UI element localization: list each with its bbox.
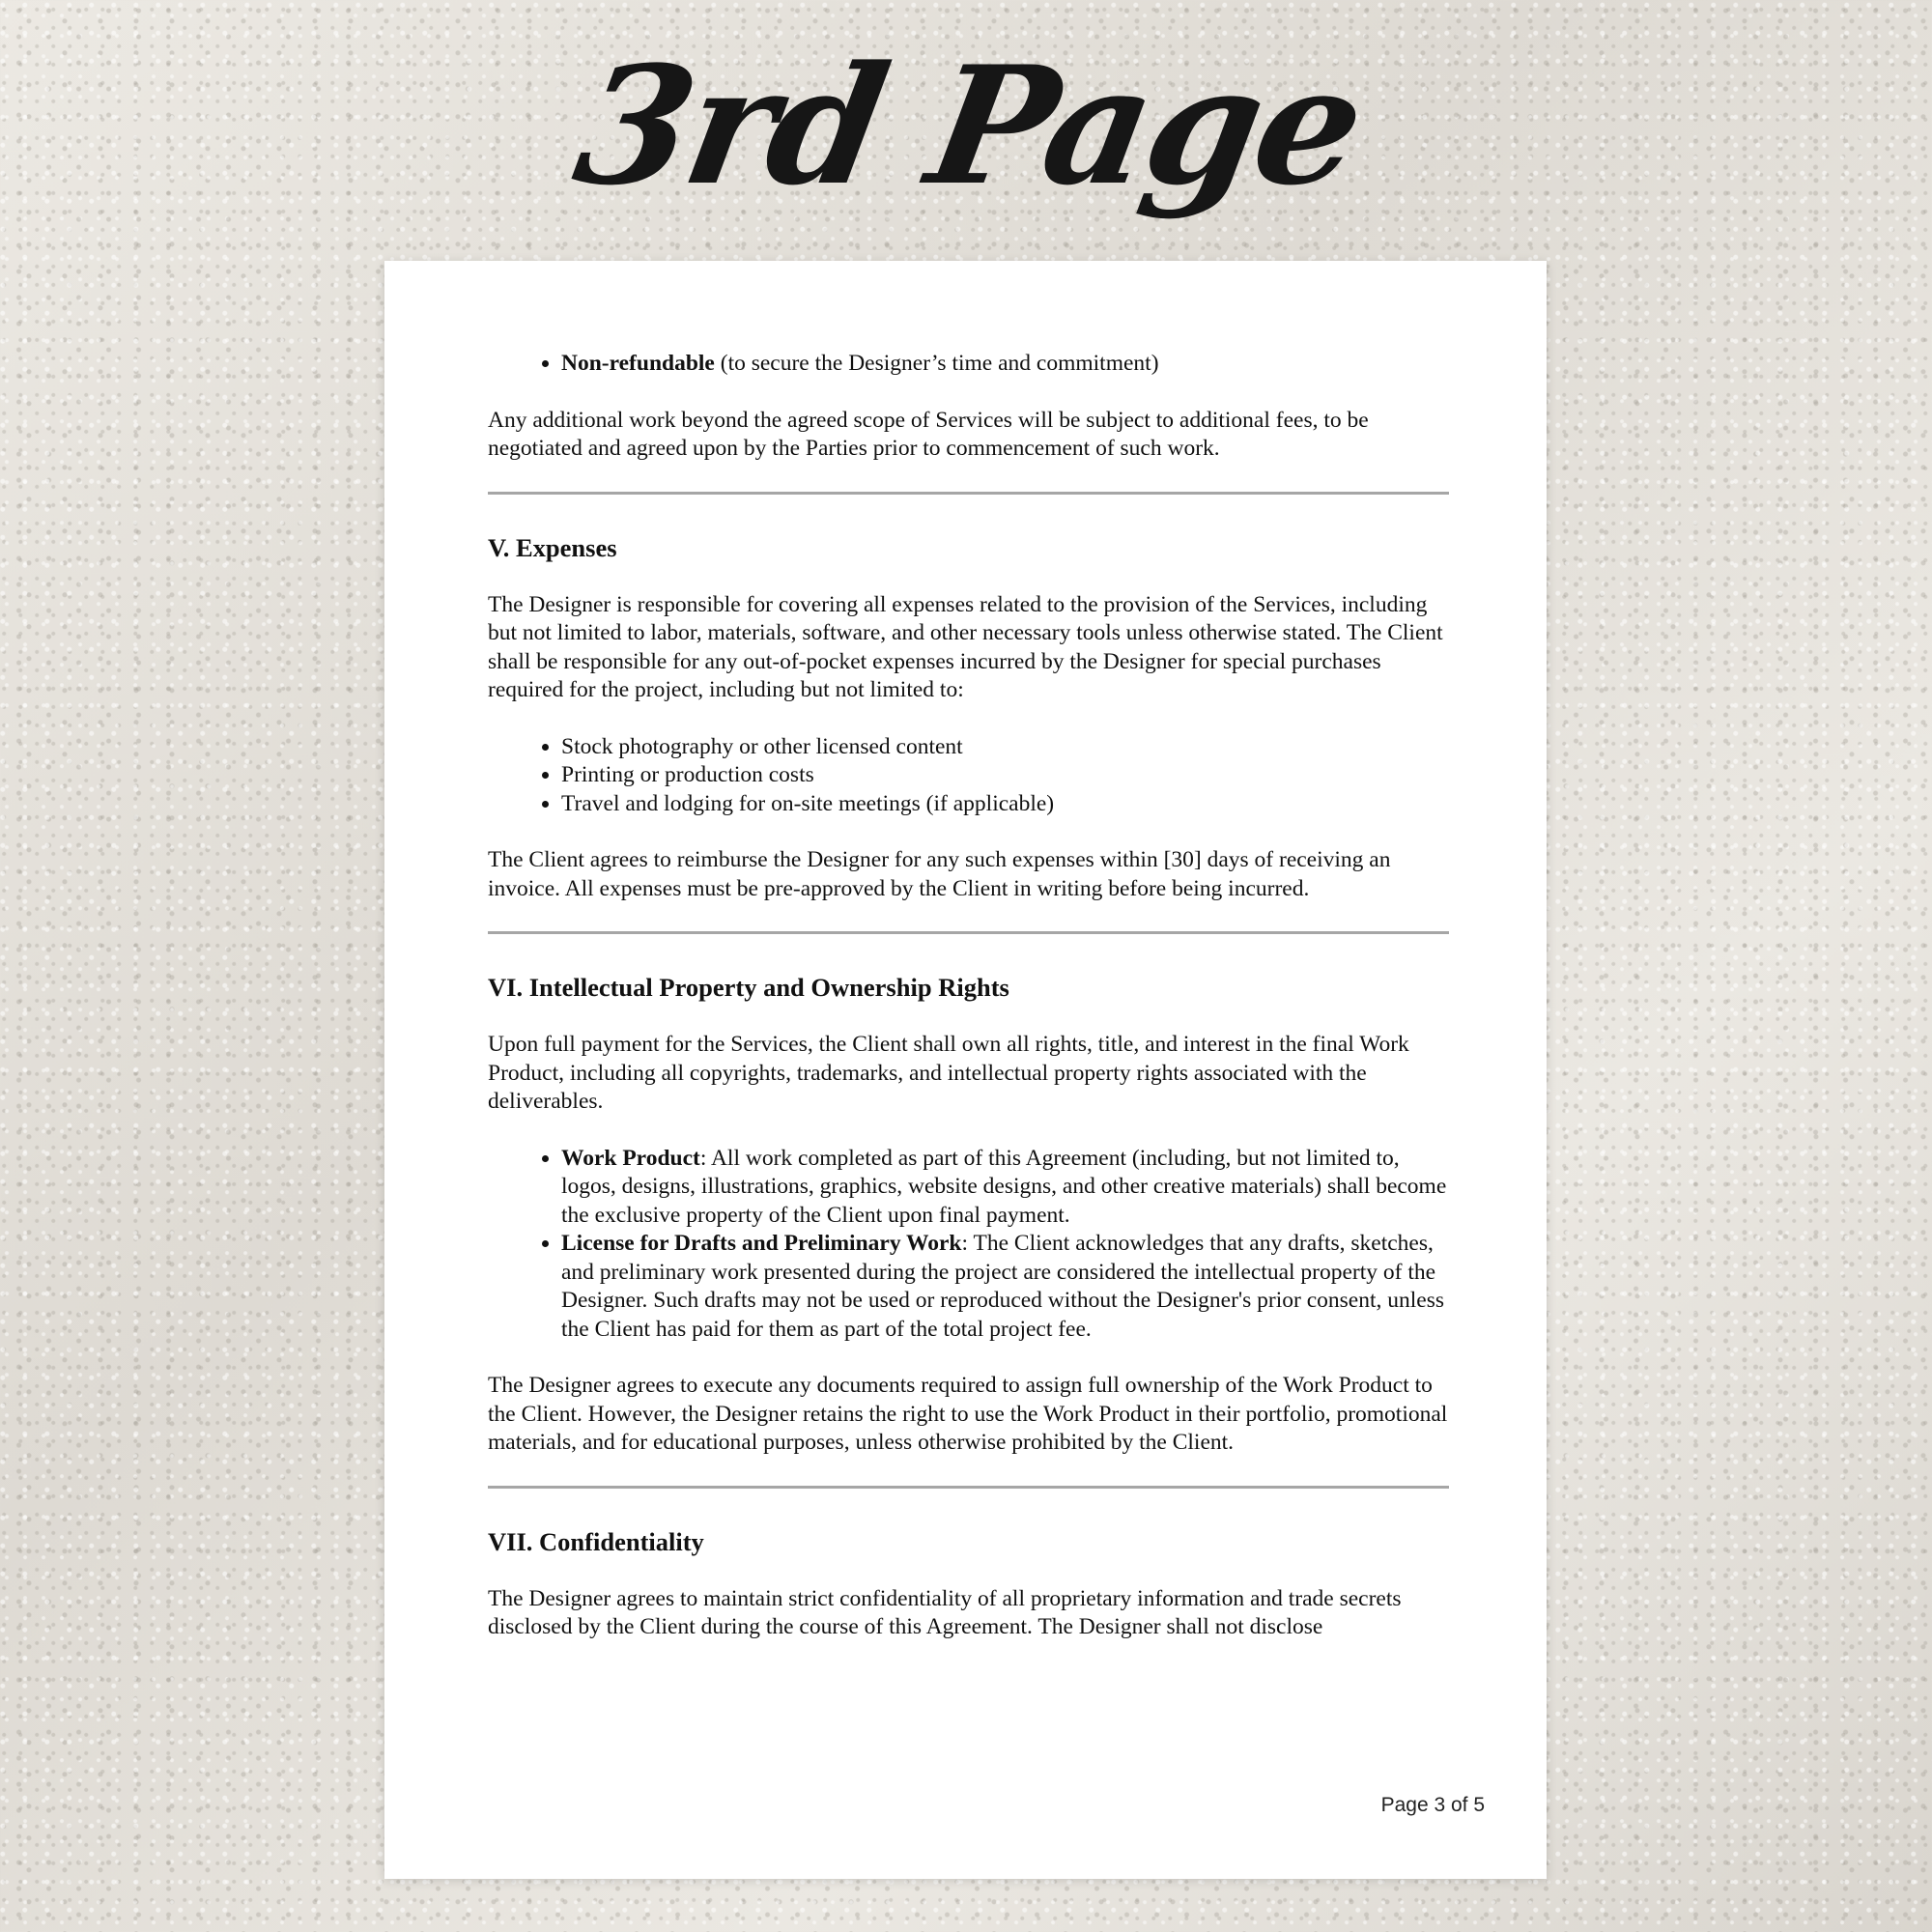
section-heading-expenses: V. Expenses xyxy=(488,532,617,562)
section-heading-ip: VI. Intellectual Property and Ownership Rights xyxy=(488,973,1009,1002)
section-divider xyxy=(488,1486,1449,1489)
ip-bullet-list xyxy=(488,1145,1449,1345)
paragraph-ip-1: Upon full payment for the Services, the Client shall own all rights, title, and interest in the final Work Product, including all copyrights, trademarks, and intellectual property rights associated with the deliverables. xyxy=(488,1032,1409,1114)
bullet-lead: Work Product xyxy=(561,1145,700,1171)
list-item xyxy=(561,350,1449,379)
bullet-text: (to secure the Designer’s time and commitment) xyxy=(714,351,1159,376)
intro-bullet-list xyxy=(488,350,1449,379)
bullet-text: : The Client acknowledges that any drafts, sketches, and preliminary work presented during the project are considered the intellectual property of the Designer. Such drafts may not be used or reproduced without the Designer's prior consent, unless the Client has paid for them as part of the total project fee. xyxy=(561,1231,1444,1342)
document-page xyxy=(384,261,1547,1879)
bullet-lead: License for Drafts and Preliminary Work xyxy=(561,1231,962,1256)
expenses-bullet-list xyxy=(488,733,1449,819)
list-item: • Stock photography or other licensed content xyxy=(561,733,1449,762)
page-number: Page 3 of 5 xyxy=(1380,1794,1485,1816)
paragraph-additional-work: Any additional work beyond the agreed scope of Services will be subject to additional fees, to be negotiated and agreed upon by the Parties prior to commencement of such work. xyxy=(488,407,1369,461)
list-item xyxy=(561,1145,1449,1231)
list-item: • Printing or production costs xyxy=(561,761,1449,790)
section-heading-confidentiality: VII. Confidentiality xyxy=(488,1526,704,1556)
list-item: • Travel and lodging for on-site meetings (if applicable) xyxy=(561,790,1449,819)
paragraph-expenses-1: The Designer is responsible for covering all expenses related to the provision of the Services, including but not limited to labor, materials, software, and other necessary tools unless otherwise stated. The Client shall be responsible for any out-of-pocket expenses incurred by the Designer for special purchases required for the project, including but not limited to: xyxy=(488,591,1443,702)
bullet-lead: Non-refundable xyxy=(561,351,715,376)
section-divider xyxy=(488,492,1449,495)
bullet-text: : All work completed as part of this Agreement (including, but not limited to, logos, designs, illustrations, graphics, website designs, and other creative materials) shall become the exclusive property of the Client upon final payment. xyxy=(561,1145,1447,1228)
list-item xyxy=(561,1230,1449,1344)
document-body xyxy=(488,350,1449,1670)
paragraph-expenses-2: The Client agrees to reimburse the Designer for any such expenses within [30] days of receiving an invoice. All expenses must be pre-approved by the Client in writing before being incurred. xyxy=(488,847,1391,901)
headline-title: 3rd Page xyxy=(562,30,1375,221)
paragraph-confidentiality-1: The Designer agrees to maintain strict confidentiality of all proprietary information and trade secrets disclosed by the Client during the course of this Agreement. The Designer shall not disclose xyxy=(488,1585,1402,1639)
section-divider xyxy=(488,931,1449,934)
paragraph-ip-2: The Designer agrees to execute any documents required to assign full ownership of the Work Product to the Client. However, the Designer retains the right to use the Work Product in their portfolio, promotional materials, and for educational purposes, unless otherwise prohibited by the Client. xyxy=(488,1373,1448,1455)
